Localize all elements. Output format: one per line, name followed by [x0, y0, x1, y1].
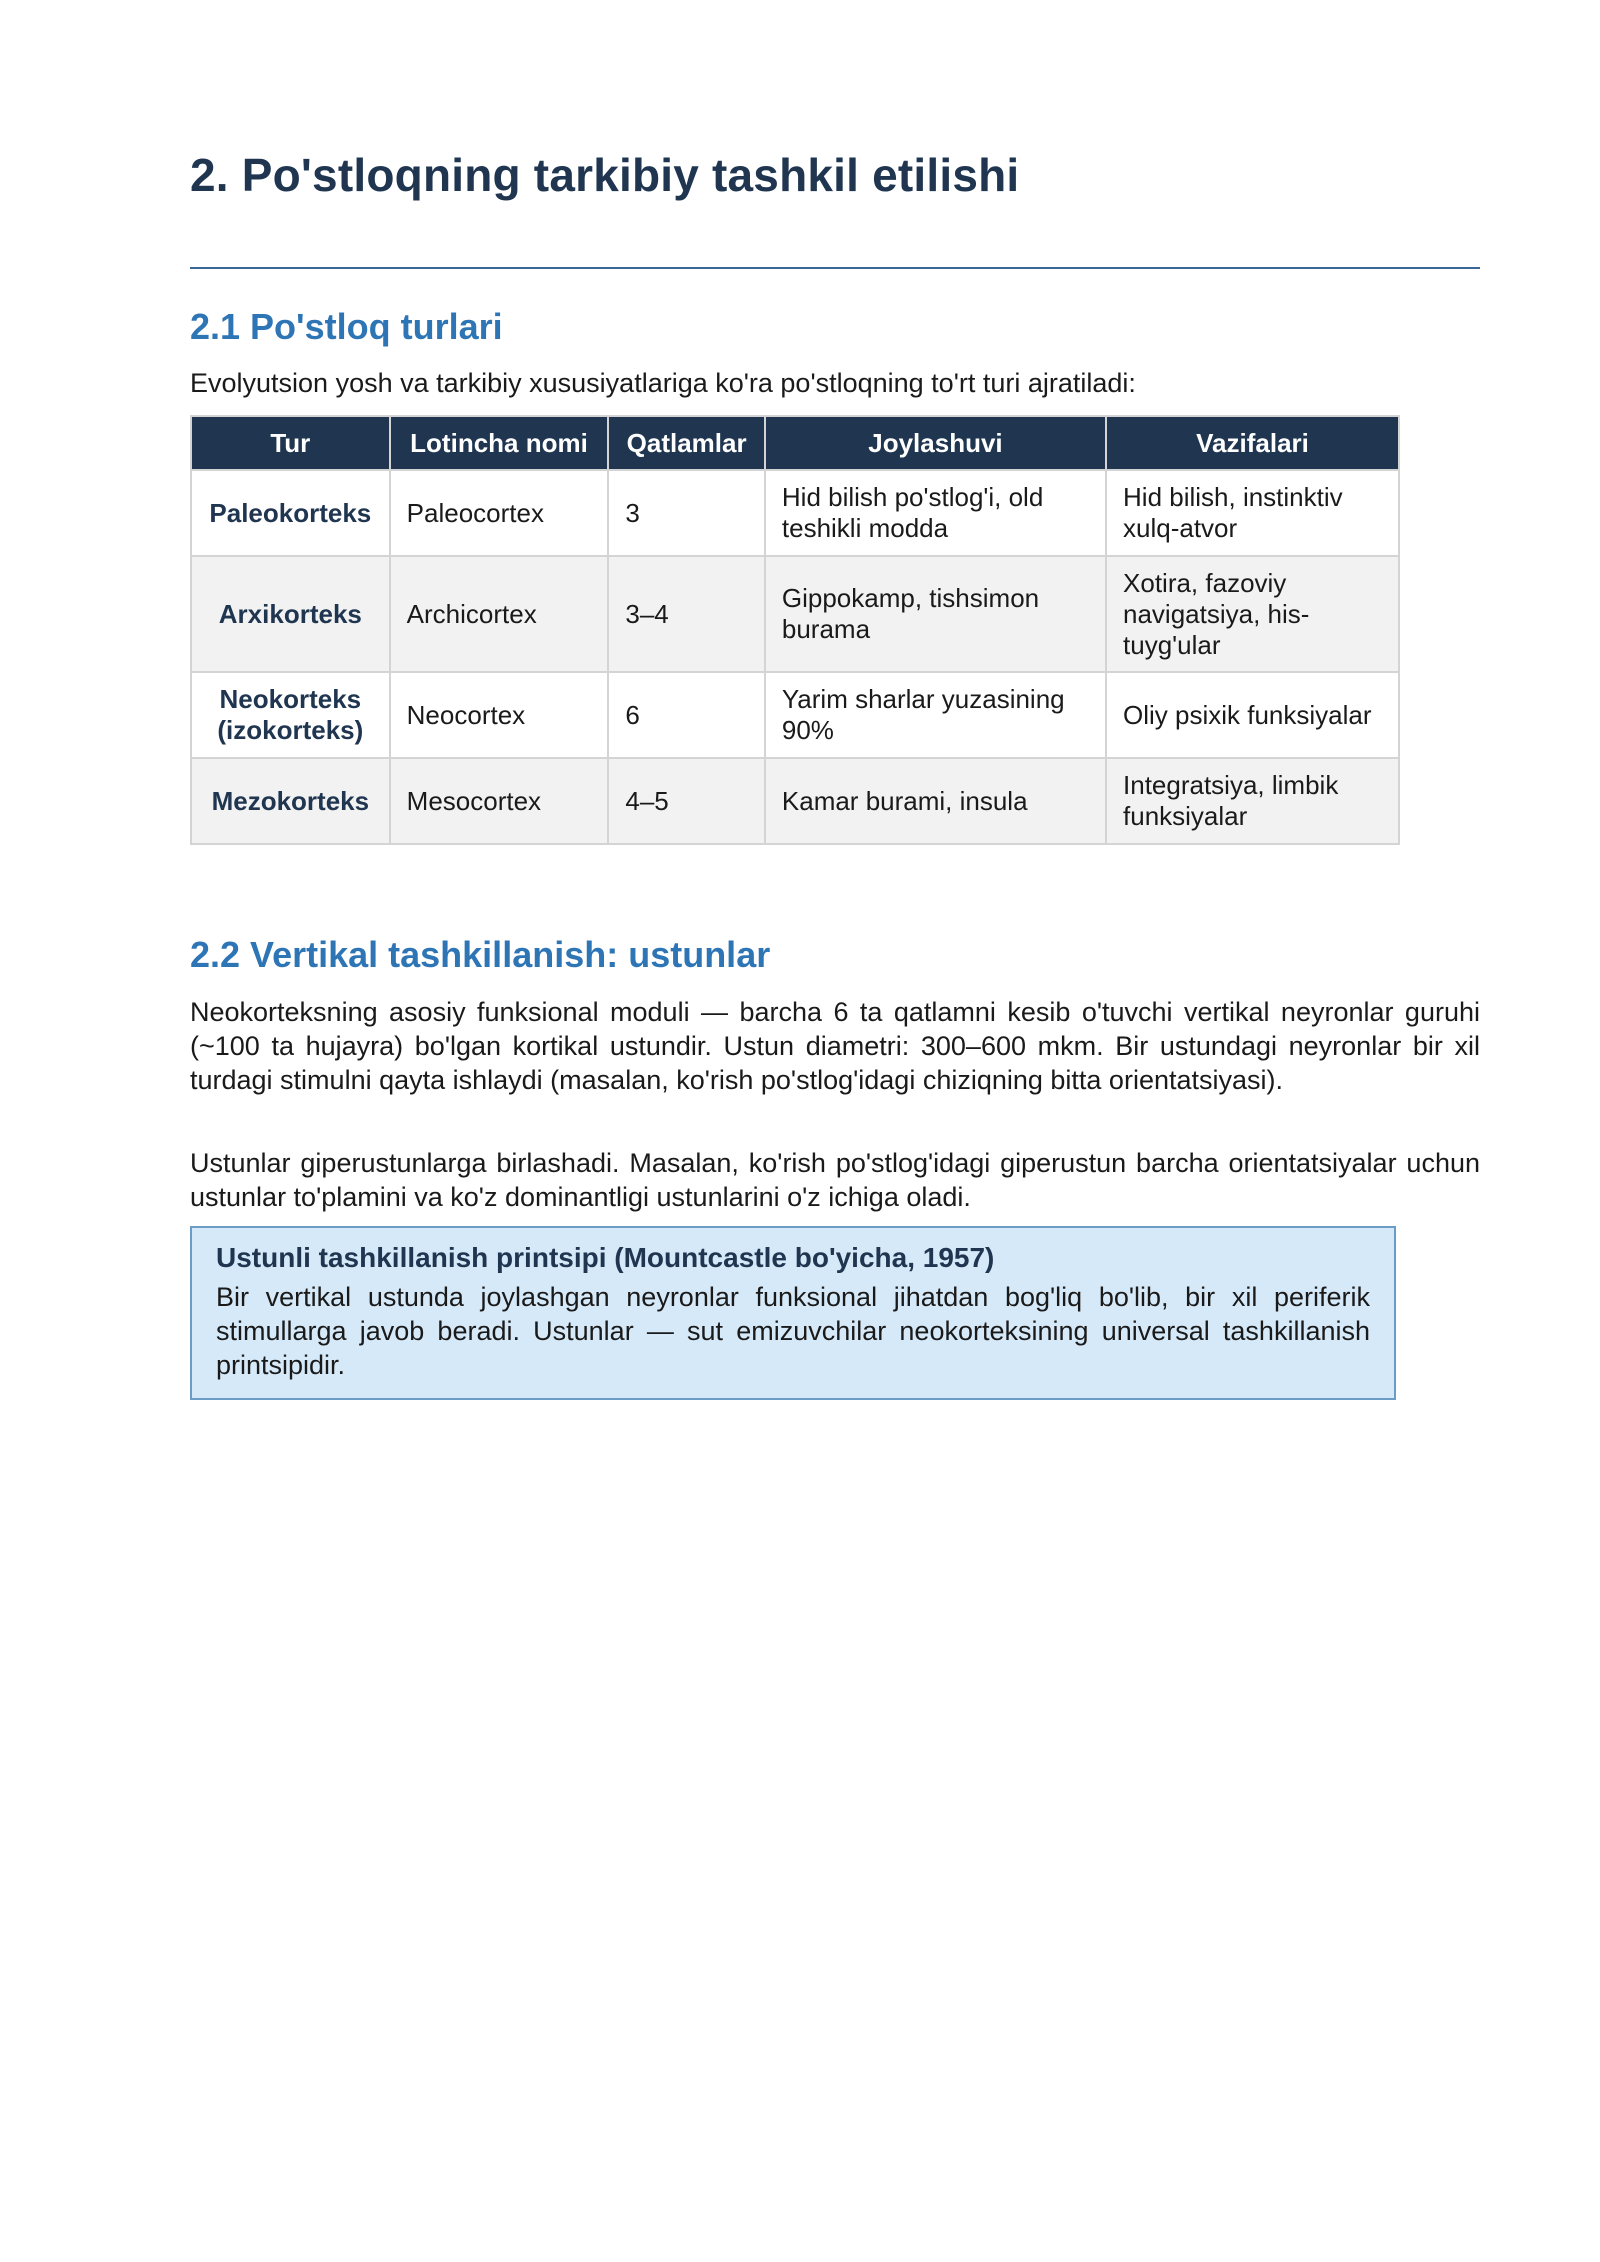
- table-cell: Oliy psixik funksiyalar: [1106, 672, 1399, 758]
- body-paragraph: Neokorteksning asosiy funksional moduli — barcha 6 ta qatlamni kesib o'tuvchi vertikal neyronlar guruhi (~100 ta hujayra) bo'lgan kortikal ustundir. Ustun diametri: 300–600 mkm. Bir ustundagi neyronlar bir xil turdagi stimulni qayta ishlaydi (masalan, ko'rish po'stlog'idagi chiziqning bitta orientatsiyasi).: [190, 997, 1480, 1095]
- table-cell: Neocortex: [390, 672, 609, 758]
- column-header: Tur: [191, 416, 390, 470]
- table-cell: Mesocortex: [390, 758, 609, 844]
- cortex-types-table: [190, 415, 1400, 845]
- table-row: [191, 672, 1399, 758]
- table-cell-type: Arxikorteks: [191, 556, 390, 672]
- table-cell: Archicortex: [390, 556, 609, 672]
- table-cell: Hid bilish, instinktiv xulq-atvor: [1106, 470, 1399, 556]
- table-cell-type: Neokorteks (izokorteks): [191, 672, 390, 758]
- table-cell: Gippokamp, tishsimon burama: [765, 556, 1106, 672]
- section-heading-vertical-columns: 2.2 Vertikal tashkillanish: ustunlar: [190, 934, 771, 975]
- table-cell: Integratsiya, limbik funksiyalar: [1106, 758, 1399, 844]
- table-header-row: [191, 416, 1399, 470]
- table-row: [191, 470, 1399, 556]
- title-divider: [190, 267, 1480, 269]
- column-header: Joylashuvi: [765, 416, 1106, 470]
- table-cell: Xotira, fazoviy navigatsiya, his-tuyg'ular: [1106, 556, 1399, 672]
- table-cell-type: Paleokorteks: [191, 470, 390, 556]
- column-header: Vazifalari: [1106, 416, 1399, 470]
- table-cell: 3: [608, 470, 765, 556]
- table-cell: Yarim sharlar yuzasining 90%: [765, 672, 1106, 758]
- section-heading-cortex-types: 2.1 Po'stloq turlari: [190, 306, 503, 347]
- callout-title: Ustunli tashkillanish printsipi (Mountcastle bo'yicha, 1957): [216, 1242, 995, 1273]
- section-intro: Evolyutsion yosh va tarkibiy xususiyatlariga ko'ra po'stloqning to'rt turi ajratiladi:: [190, 368, 1136, 398]
- page-title: 2. Po'stloqning tarkibiy tashkil etilishi: [190, 149, 1020, 201]
- body-paragraph: Ustunlar giperustunlarga birlashadi. Masalan, ko'rish po'stlog'idagi giperustun barcha orientatsiyalar uchun ustunlar to'plamini va ko'z dominantligi ustunlarini o'z ichiga oladi.: [190, 1148, 1480, 1212]
- table-cell: 6: [608, 672, 765, 758]
- table-cell: Paleocortex: [390, 470, 609, 556]
- table-row: [191, 556, 1399, 672]
- table-cell: Hid bilish po'stlog'i, old teshikli modda: [765, 470, 1106, 556]
- column-header: Qatlamlar: [608, 416, 765, 470]
- table-cell-type: Mezokorteks: [191, 758, 390, 844]
- column-header: Lotincha nomi: [390, 416, 609, 470]
- table-cell: 3–4: [608, 556, 765, 672]
- table-cell: Kamar burami, insula: [765, 758, 1106, 844]
- table-row: [191, 758, 1399, 844]
- principle-callout-box: [190, 1226, 1396, 1400]
- table-cell: 4–5: [608, 758, 765, 844]
- callout-text: Bir vertikal ustunda joylashgan neyronlar funksional jihatdan bog'liq bo'lib, bir xil periferik stimullarga javob beradi. Ustunlar — sut emizuvchilar neokorteksining universal tashkillanish printsipidir.: [216, 1282, 1370, 1380]
